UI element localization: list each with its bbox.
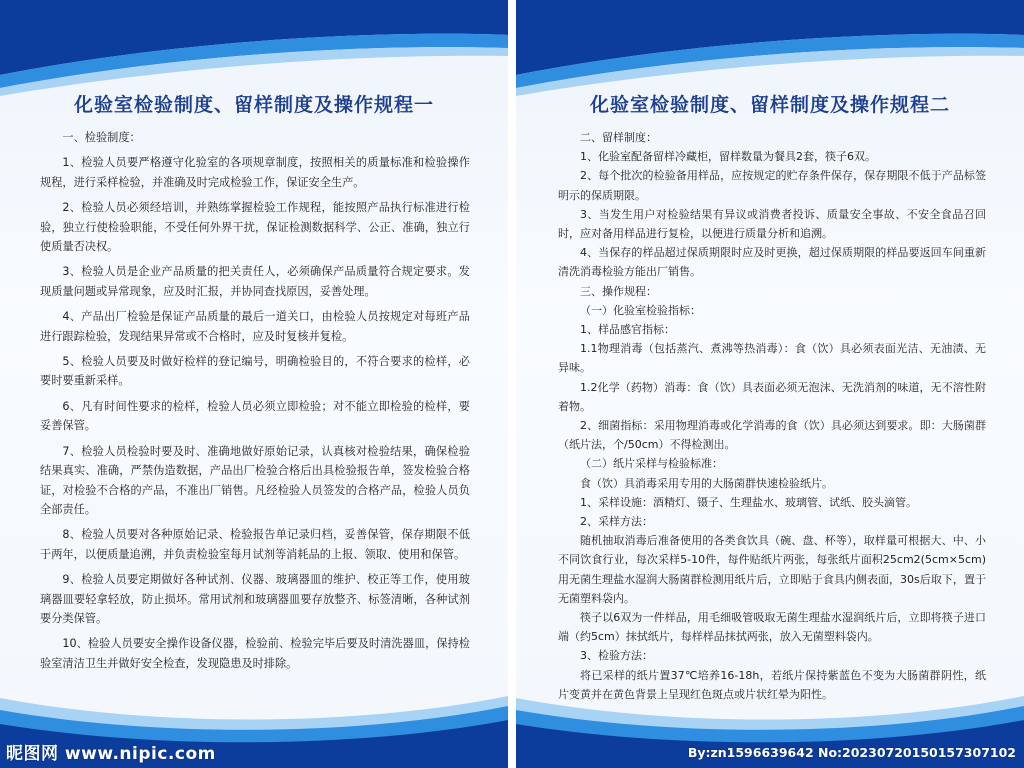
paragraph: 将已采样的纸片置37℃培养16-18h，若纸片保持紫蓝色不变为大肠菌群阴性，纸片变黄并在黄色背景上呈现红色斑点或片状红晕为阳性。 xyxy=(558,668,986,701)
paragraph: 三、操作规程： xyxy=(580,284,657,298)
paragraph: 3、当发生用户对检验结果有异议或消费者投诉、质量安全事故、不安全食品召回时，应对备用样品进行复检，以便进行质量分析和追溯。 xyxy=(558,207,986,241)
paragraph: 2、采样方法： xyxy=(580,515,653,529)
left-poster-panel xyxy=(0,0,508,768)
paragraph: 4、当保存的样品超过保质期限时应及时更换，超过保质期限的样品要返回车间重新清洗消毒检验方能出厂销售。 xyxy=(558,246,986,279)
right-poster-panel xyxy=(516,0,1024,768)
paragraph: 3、检验人员是企业产品质量的把关责任人，必须确保产品质量符合规定要求。发现质量问题或异常现象，应及时汇报，并协同查找原因，妥善处理。 xyxy=(40,265,470,298)
paragraph: 5、检验人员要及时做好检样的登记编号，明确检验目的，不符合要求的检样，必要时要重新采样。 xyxy=(40,355,470,388)
paragraph: 1、采样设施：酒精灯、镊子、生理盐水、玻璃管、试纸、胶头滴管。 xyxy=(580,495,917,509)
paragraph: 8、检验人员要对各种原始记录、检验报告单记录归档，妥善保管，保存期限不低于两年，以便质量追溯，并负责检验室每月试剂等消耗品的上报、领取、使用和保管。 xyxy=(40,528,470,561)
watermark-logo: 昵图网 www.nipic.com xyxy=(6,744,216,764)
paragraph: 7、检验人员检验时要及时、准确地做好原始记录，认真核对检验结果，确保检验结果真实、准确，严禁伪造数据，产品出厂检验合格后出具检验报告单，签发检验合格证，对检验不合格的产品，不准出厂销售。凡经检验人员签发的合格产品，检验人员负全部责任。 xyxy=(40,444,470,516)
paragraph: 1、检验人员要严格遵守化验室的各项规章制度，按照相关的质量标准和检验操作规程，进行采样检验，并准确及时完成检验工作，保证安全生产。 xyxy=(40,156,470,189)
paragraph: 二、留样制度： xyxy=(580,131,657,144)
paragraph: 食（饮）具消毒采用专用的大肠菌群快速检验纸片。 xyxy=(580,476,833,490)
paragraph: 6、凡有时间性要求的检样，检验人员必须立即检验；对不能立即检验的检样，要妥善保管。 xyxy=(40,399,470,433)
paragraph: 随机抽取消毒后准备使用的各类食饮具（碗、盘、杯等），取样量可根据大、中、小不同饮食行业，每次采样5-10件，每件贴纸片两张，每张纸片面积25cm2(5cm×5cm)用无菌生理盐水湿润大肠菌群检测用纸片后，立即贴于食具内侧表面，30s后取下，置于无菌塑料袋内。 xyxy=(558,534,986,605)
paragraph: 1.1物理消毒（包括蒸汽、煮沸等热消毒）：食（饮）具必须表面光洁、无油渍、无异味。 xyxy=(558,342,986,375)
paragraph: 4、产品出厂检验是保证产品质量的最后一道关口，由检验人员按规定对每班产品进行跟踪检验，发现结果异常或不合格时，应及时复核并复检。 xyxy=(40,310,470,343)
panel-title: 化验室检验制度、留样制度及操作规程二 xyxy=(589,94,950,116)
paragraph: 3、检验方法： xyxy=(580,649,653,663)
regulation-text xyxy=(558,128,986,704)
paragraph: 2、每个批次的检验备用样品，应按规定的贮存条件保存，保存期限不低于产品标签明示的保质期限。 xyxy=(558,169,986,202)
paragraph: 1.2化学（药物）消毒：食（饮）具表面必须无泡沫、无洗消剂的味道，无不溶性附着物。 xyxy=(558,380,986,413)
paragraph: 筷子以6双为一件样品，用毛细吸管吸取无菌生理盐水湿润纸片后，立即将筷子进口端（约5cm）抹拭纸片，每样样品抹拭两张，放入无菌塑料袋内。 xyxy=(558,611,986,644)
paragraph: 一、检验制度： xyxy=(62,131,141,144)
paragraph: 9、检验人员要定期做好各种试剂、仪器、玻璃器皿的维护、校正等工作，使用玻璃器皿要轻拿轻放，防止损坏。常用试剂和玻璃器皿要存放整齐、标签清晰，各种试剂要分类保管。 xyxy=(40,573,470,625)
paragraph: 1、化验室配备留样冷藏柜，留样数量为餐具2套，筷子6双。 xyxy=(580,150,876,164)
paragraph: 10、检验人员要安全操作设备仪器，检验前、检验完毕后要及时清洗器皿，保持检验室清洁卫生并做好安全检查，发现隐患及时排除。 xyxy=(40,637,470,670)
watermark-id: By:zn1596639642 No:20230720150157307102 xyxy=(687,745,1016,760)
panel-title: 化验室检验制度、留样制度及操作规程一 xyxy=(73,94,434,116)
regulation-text xyxy=(40,128,470,679)
paragraph: 1、样品感官指标： xyxy=(580,323,675,337)
paragraph: 2、检验人员必须经培训，并熟练掌握检验工作规程，能按照产品执行标准进行检验，独立行使检验职能，不受任何外界干扰，保证检测数据科学、公正、准确，独立行使质量否决权。 xyxy=(40,201,470,254)
paragraph: 2、细菌指标：采用物理消毒或化学消毒的食（饮）具必须达到要求。即：大肠菌群（纸片法，个/50cm）不得检测出。 xyxy=(558,419,986,452)
panel-gutter xyxy=(508,0,516,768)
paragraph: （一）化验室检验指标： xyxy=(580,303,701,317)
paragraph: （二）纸片采样与检验标准： xyxy=(580,457,723,471)
